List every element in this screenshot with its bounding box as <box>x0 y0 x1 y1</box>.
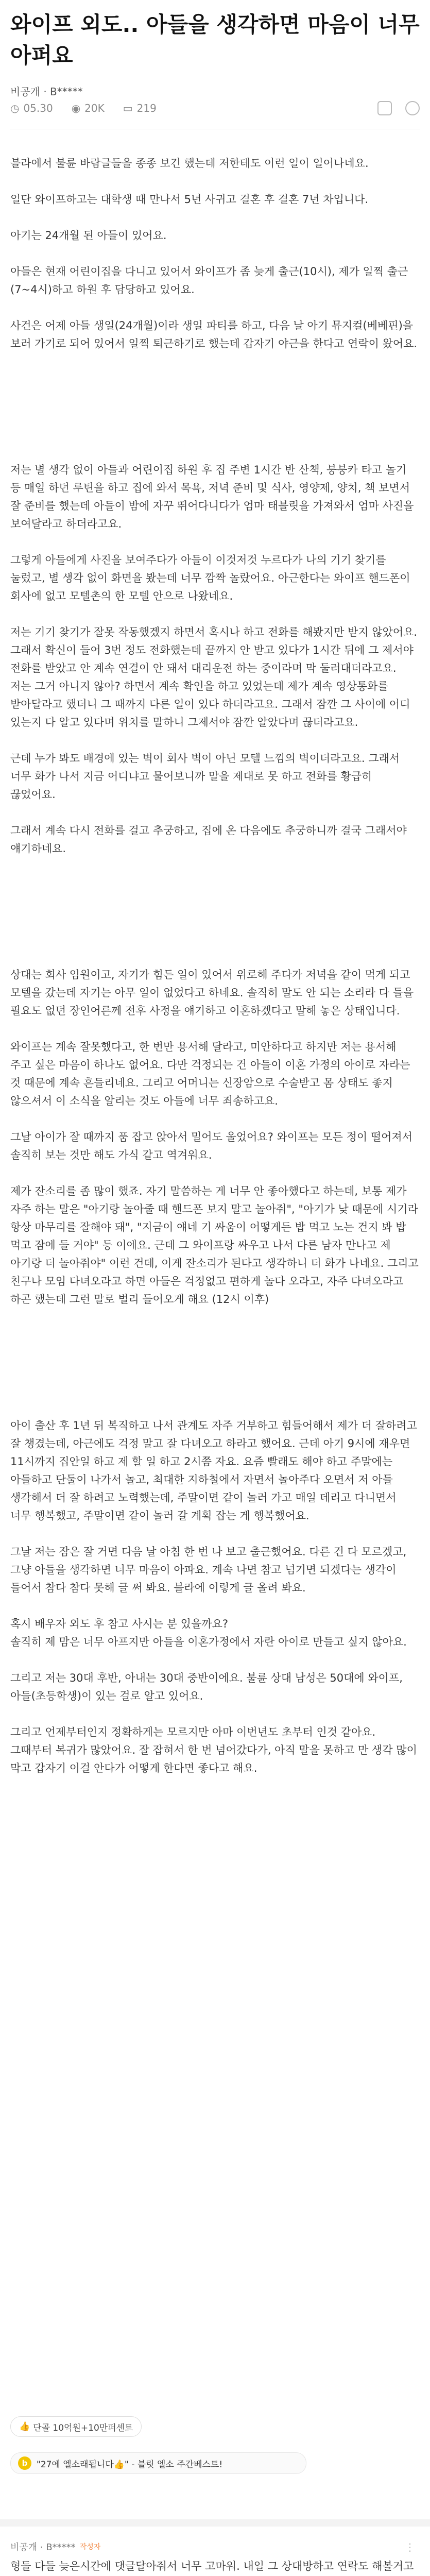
post-paragraph: 그렇게 아들에게 사진을 보여주다가 아들이 이것저것 누르다가 나의 기기 찾기를 눌렀고, 별 생각 없이 화면을 봤는데 너무 깜짝 놀랐어요. 아근한다는 와이프 핸드폰이 회사에 없고 모텔촌의 한 모텔 안으로 나왔네요. <box>10 554 410 602</box>
post-paragraph: 그리고 저는 30대 후반, 아내는 30대 중반이에요. 불륜 상대 남성은 50대에 와이프, 아들(초등학생)이 있는 걸로 알고 있어요. <box>10 1672 403 1702</box>
eye-icon: ◉ <box>71 102 81 114</box>
blind-logo-icon: b <box>18 2456 31 2470</box>
like-reaction-label: 단골 10억원+10만퍼센트 <box>33 2422 133 2433</box>
post-body <box>10 155 420 1795</box>
post-paragraph: 제가 잔소리를 좀 많이 했죠. 자기 말씀하는 게 너무 안 좋아했다고 하는데, 보통 제가 자주 하는 말은 "아기랑 놀아줄 때 핸드폰 보지 말고 놀아줘", "아기가 낮 때문에 시기라 항상 마무리를 잘해야 돼", "지금이 얘네 기 싸움이 어떻게든 밥 먹고 노는 건지 봐 밥 먹고 잠에 들 거야" 등 이에요. 근데 그 와이프랑 싸우고 나서 다른 남자 만나고 제 아기랑 더 놀아줘야" 이런 건데, 이게 잔소리가 된다고 생각하니 더 화가 나네요. 그리고 친구나 모임 다녀오라고 하면 아들은 걱정없고 편하게 놀다 오라고, 자주 다녀오라고 하곤 했는데 그런 말로 벌리 들어오게 해요 (12시 이후) <box>10 1185 419 1306</box>
post-comments[interactable] <box>123 102 157 114</box>
section-separator <box>0 2519 430 2527</box>
comment-text: 형들 다들 늦은시간에 댓글달아줘서 너무 고마워. 내일 그 상대방하고 연락도 해볼거고 <box>10 2560 414 2572</box>
post-paragraph: 그래서 계속 다시 전화를 걸고 추궁하고, 집에 온 다음에도 추궁하니까 결국 그래서야 얘기하네요. <box>10 824 407 855</box>
post-paragraph: 근데 누가 봐도 배경에 있는 벽이 회사 벽이 아닌 모텔 느낌의 벽이더라고요. 그래서 너무 화가 나서 지금 어디냐고 물어보니까 말을 제대로 못 하고 전화를 황급히 끊었어요. <box>10 752 400 801</box>
post-author[interactable]: 비공개 · B***** <box>10 86 83 98</box>
clock-icon: ◷ <box>10 102 20 114</box>
post-time-text: 05.30 <box>23 102 53 114</box>
post-paragraph: 아들은 현재 어린이집을 다니고 있어서 와이프가 좀 늦게 출근(10시), 제가 일찍 출근(7~4시)하고 하원 후 담당하고 있어요. <box>10 265 408 296</box>
post-paragraph: 그날 아이가 잘 때까지 품 잡고 앉아서 밀어도 울었어요? 와이프는 모든 정이 떨어져서 솔직히 보는 것만 해도 가식 같고 역겨워요. <box>10 1131 412 1161</box>
post-paragraph: 사건은 어제 아들 생일(24개월)이라 생일 파티를 하고, 다음 날 아기 뮤지컬(베베핀)을 보러 가기로 되어 있어서 일찍 퇴근하기로 했는데 갑자기 야근을 한다고 연락이 왔어요. <box>10 319 418 350</box>
post-paragraph: 그날 저는 잠은 잘 거면 다음 날 아침 한 번 나 보고 출근했어요. 다른 건 다 모르겠고, 그냥 아들을 생각하면 너무 마음이 아파요. 계속 나면 참고 넘기면 되겠다는 생각이 들어서 참다 참다 못해 글 써 봐요. 블라에 이렇게 글 올려 봐요. <box>10 1546 407 1594</box>
post-paragraph: 와이프는 계속 잘못했다고, 한 번만 용서해 달라고, 미안하다고 하지만 저는 용서해 주고 싶은 마음이 하나도 없어요. 다만 걱정되는 건 아들이 이혼 가정의 아이로 자라는 것 때문에 계속 흔들리네요. 그리고 어머니는 신장암으로 수술받고 몸 상태도 좋지 않으셔서 이 소식을 알리는 것도 아들에 너무 죄송하고요. <box>10 1041 410 1107</box>
post-paragraph: 저는 기기 찾기가 잘못 작동했겠지 하면서 혹시나 하고 전화를 해봤지만 받지 않았어요. 그래서 확신이 들어 3번 정도 전화했는데 끝까지 안 받고 있다가 1시간 뒤에 그 제서야 전화를 받았고 안 계속 연결이 안 돼서 대리운전 하는 중이라며 막 둘러대더라고요. 저는 그거 아니지 않아? 하면서 계속 확인을 하고 있었는데 제가 계속 영상통화를 받아달라고 했더니 그 때까지 다른 일이 있다 하더라고요. 그래서 잠깐 그 사이에 어디 있는지 다 알고 있다며 위치를 말하니 그제서야 잠깐 알았다며 끊더라고요. <box>10 626 418 728</box>
post-actions <box>377 101 420 115</box>
post-paragraph: 혹시 배우자 외도 후 참고 사시는 분 있을까요? 솔직히 제 맘은 너무 아프지만 아들을 이혼가정에서 자란 아이로 만들고 싶지 않아요. <box>10 1618 407 1648</box>
post-title: 와이프 외도.. 아들을 생각하면 마음이 너무 아퍼요 <box>10 12 420 68</box>
reaction-bar <box>10 2416 142 2437</box>
comment-author-row <box>10 2540 420 2553</box>
comment-icon: ▭ <box>123 102 133 114</box>
weekly-best-banner[interactable] <box>10 2452 306 2474</box>
like-reaction-button[interactable] <box>10 2416 142 2437</box>
post-views-text: 20K <box>84 102 105 114</box>
comment-author[interactable]: 비공개 · B***** <box>10 2542 76 2553</box>
comment-item <box>10 2540 420 2576</box>
post-comment-count: 219 <box>136 102 157 114</box>
post-paragraph: 상대는 회사 임원이고, 자기가 힘든 일이 있어서 위로해 주다가 저녁을 같이 먹게 되고 모텔을 갔는데 자기는 아무 일이 없었다고 하네요. 솔직히 말도 안 되는 소리라 다 들을 필요도 없던 장인어른께 전후 사정을 얘기하고 이혼하겠다고 말해 놓은 상태입니다. <box>10 969 414 1017</box>
author-badge: 작성자 <box>79 2543 101 2551</box>
bookmark-icon[interactable] <box>377 101 392 115</box>
post-paragraph: 아이 출산 후 1년 뒤 복직하고 나서 관계도 자주 거부하고 힘들어해서 제가 더 잘하려고 잘 챙겼는데, 아근에도 걱정 말고 잘 다녀오고 하라고 했어요. 근데 아기 9시에 재우면 11시까지 집안일 하고 제 할 일 하고 2시쯤 자요. 요즘 빨래도 해야 하고 주말에는 아들하고 단둘이 나가서 놀고, 최대한 지하철에서 자면서 놀아주다 오면서 저 아들 생각해서 더 잘 하려고 노력했는데, 주말이면 같이 놀러 가고 매일 데리고 다니면서 너무 행복했고, 주말이면 같이 놀러 갈 계획 잡는 게 행복했어요. <box>10 1419 417 1522</box>
comments-section <box>10 2540 420 2576</box>
post-paragraph: 저는 별 생각 없이 아들과 어린이집 하원 후 집 주변 1시간 반 산책, 붕붕카 타고 놀기 등 매일 하던 루틴을 하고 집에 와서 목욕, 저녁 준비 및 식사, 영양제, 양치, 책 보면서 잘 준비를 했는데 아들이 밤에 자꾸 뛰어다니다가 엄마 태블릿을 가져와서 엄마 사진을 보여달라고 하더라고요. <box>10 464 414 530</box>
post-time <box>10 102 53 114</box>
post-paragraph: 일단 와이프하고는 대학생 때 만나서 5년 사귀고 결혼 후 결혼 7년 차입니다. <box>10 193 369 206</box>
share-icon[interactable] <box>405 101 420 115</box>
post-header <box>10 9 420 71</box>
post-paragraph: 아기는 24개월 된 아들이 있어요. <box>10 229 167 242</box>
post-views <box>72 102 105 114</box>
post-paragraph: 블라에서 불륜 바람글들을 종종 보긴 했는데 저한테도 이런 일이 일어나네요. <box>10 157 369 170</box>
post-paragraph: 그리고 언제부터인지 정확하게는 모르지만 아마 이번년도 초부터 인것 같아요. 그때부터 복귀가 많았어요. 잘 잡혀서 한 번 넘어갔다가, 아직 말을 못하고 만 생각 많이 막고 갑자기 이걸 안다가 어떻게 한다면 좋다고 해요. <box>10 1726 417 1774</box>
more-options-icon[interactable]: ⋮ <box>405 2541 416 2553</box>
weekly-best-text: "27에 엘소래됩니다👍" - 블릿 엘소 주간베스트! <box>37 2459 223 2470</box>
thumb-icon: 👍 <box>19 2421 30 2432</box>
post-meta <box>10 102 157 114</box>
